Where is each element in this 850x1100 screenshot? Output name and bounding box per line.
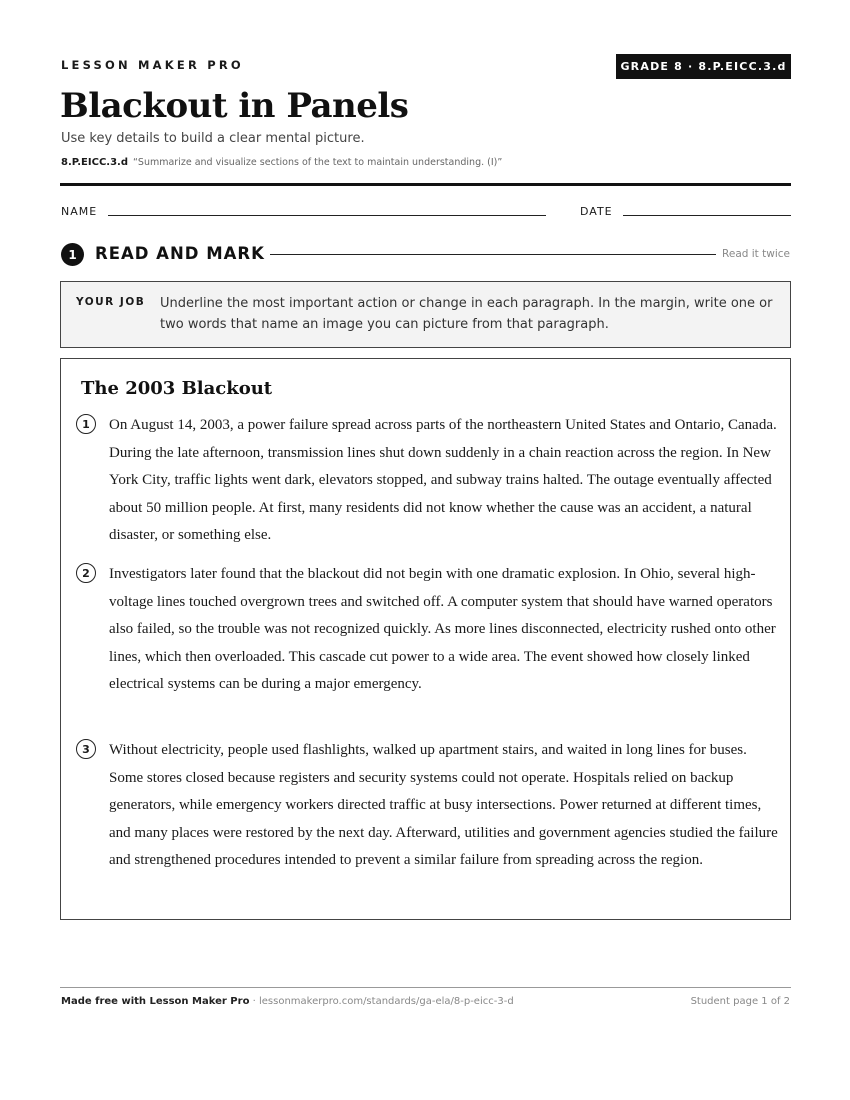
standard-code: 8.P.EICC.3.d	[61, 157, 128, 168]
standard-description: “Summarize and visualize sections of the text to maintain understanding. (I)”	[133, 157, 503, 168]
passage-title: The 2003 Blackout	[81, 378, 273, 399]
job-instructions-box	[60, 281, 791, 348]
page-subtitle: Use key details to build a clear mental picture.	[61, 131, 365, 146]
grade-badge: GRADE 8 · 8.P.EICC.3.d	[616, 54, 791, 79]
footer-divider	[60, 987, 791, 988]
paragraph-number-badge: 3	[76, 739, 96, 759]
paragraph-number-badge: 2	[76, 563, 96, 583]
date-field[interactable]	[623, 215, 791, 216]
paragraph: Investigators later found that the blackout did not begin with one dramatic explosion. In Ohio, several high-voltage lines touched overgrown trees and switched off. A computer system that should have warned operators also failed, so the trouble was not recognized quickly. As more lines disconnected, electricity rushed onto other lines, which then overloaded. This cascade cut power to a wide area. The event showed how closely linked electrical systems can be during a major emergency.	[109, 566, 776, 692]
passage-box	[60, 358, 791, 920]
paragraph: Without electricity, people used flashlights, walked up apartment stairs, and waited in long lines for buses. Some stores closed because registers and security systems could not operate. Hospitals relied on backup generators, while emergency workers directed traffic at busy intersections. Power returned at different times, and many places were restored by the next day. Afterward, utilities and government agencies studied the failure and strengthened procedures intended to prevent a similar failure from spreading across the region.	[109, 742, 778, 868]
brand-name: LESSON MAKER PRO	[61, 58, 244, 72]
footer-url: · lessonmakerpro.com/standards/ga-ela/8-p-eicc-3-d	[249, 996, 514, 1007]
section-note: Read it twice	[722, 248, 790, 260]
paragraph-number-badge: 1	[76, 414, 96, 434]
footer-credit	[61, 996, 514, 1007]
name-field[interactable]	[108, 215, 546, 216]
page-indicator: Student page 1 of 2	[690, 996, 790, 1007]
job-label: YOUR JOB	[76, 296, 146, 308]
job-text: Underline the most important action or change in each paragraph. In the margin, write one or two words that name an image you can picture from that paragraph.	[160, 296, 773, 332]
footer-made-with: Made free with Lesson Maker Pro	[61, 996, 250, 1007]
header-divider	[60, 183, 791, 186]
section-number-badge: 1	[61, 243, 84, 266]
section-title: READ AND MARK	[95, 244, 265, 263]
date-label: DATE	[580, 205, 613, 218]
standard-line	[61, 157, 502, 168]
paragraph: On August 14, 2003, a power failure spread across parts of the northeastern United States and Ontario, Canada. During the late afternoon, transmission lines shut down suddenly in a chain reaction across the region. In New York City, traffic lights went dark, elevators stopped, and subway trains halted. The outage eventually affected about 50 million people. At first, many residents did not know whether the cause was an accident, a natural disaster, or something else.	[109, 417, 777, 543]
name-label: NAME	[61, 205, 98, 218]
section-divider	[270, 254, 716, 255]
page-title: Blackout in Panels	[60, 86, 409, 126]
